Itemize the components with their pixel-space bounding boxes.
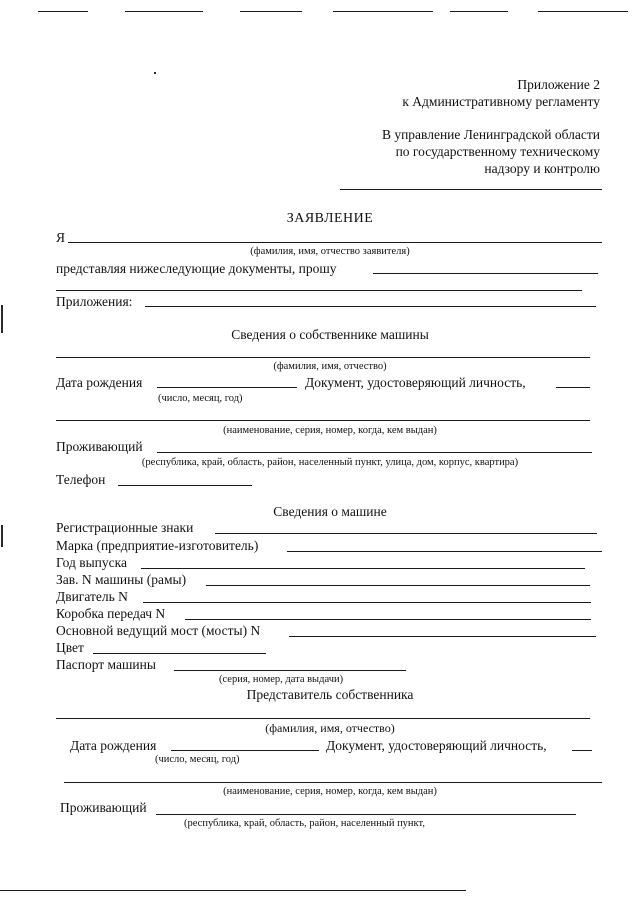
applicant-prefix: Я bbox=[56, 230, 66, 245]
representative-name-field[interactable] bbox=[56, 718, 590, 719]
representative-document-field[interactable] bbox=[572, 750, 592, 751]
owner-document-details-field[interactable] bbox=[56, 420, 590, 421]
representative-document-label: Документ, удостоверяющий личность, bbox=[326, 738, 547, 753]
drive-axle-field[interactable] bbox=[289, 636, 596, 637]
scan-top-dash bbox=[333, 11, 433, 12]
scan-top-dash bbox=[450, 11, 508, 12]
representative-birth-field[interactable] bbox=[171, 750, 319, 751]
passport-caption: (серия, номер, дата выдачи) bbox=[219, 674, 344, 685]
scan-top-dash bbox=[538, 11, 628, 12]
attachments-field[interactable] bbox=[145, 306, 596, 307]
appendix-label: Приложение 2 bbox=[517, 77, 600, 92]
passport-field[interactable] bbox=[174, 670, 406, 671]
owner-birth-label: Дата рождения bbox=[56, 375, 143, 390]
owner-residence-field[interactable] bbox=[157, 452, 592, 453]
addressee-line-1: В управление Ленинградской области bbox=[381, 127, 600, 142]
frame-number-field[interactable] bbox=[206, 585, 590, 586]
owner-document-caption: (наименование, серия, номер, когда, кем выдан) bbox=[223, 425, 437, 436]
addressee-line-2: по государственному техническому bbox=[395, 144, 600, 159]
request-field[interactable] bbox=[373, 273, 598, 274]
make-label: Марка (предприятие-изготовитель) bbox=[56, 538, 259, 553]
representative-document-caption: (наименование, серия, номер, когда, кем выдан) bbox=[223, 786, 437, 797]
owner-name-field[interactable] bbox=[56, 357, 590, 358]
form-title: ЗАЯВЛЕНИЕ bbox=[286, 211, 374, 226]
gearbox-number-label: Коробка передач N bbox=[56, 606, 166, 621]
request-field-continued[interactable] bbox=[56, 290, 582, 291]
owner-residence-label: Проживающий bbox=[56, 439, 143, 454]
applicant-name-caption: (фамилия, имя, отчество заявителя) bbox=[250, 246, 410, 257]
scan-bottom-rule bbox=[0, 890, 466, 891]
attachments-label: Приложения: bbox=[56, 294, 133, 309]
year-label: Год выпуска bbox=[56, 555, 127, 570]
owner-section-heading: Сведения о собственнике машины bbox=[231, 327, 429, 342]
machine-section-heading: Сведения о машине bbox=[273, 504, 387, 519]
representative-residence-label: Проживающий bbox=[60, 800, 147, 815]
owner-name-caption: (фамилия, имя, отчество) bbox=[273, 361, 387, 372]
regulation-ref: к Административному регламенту bbox=[402, 94, 600, 109]
applicant-name-field[interactable] bbox=[68, 242, 602, 243]
representative-section-heading: Представитель собственника bbox=[246, 687, 414, 702]
make-field[interactable] bbox=[287, 551, 602, 552]
request-label: представляя нижеследующие документы, прошу bbox=[56, 261, 337, 276]
addressee-signature-line bbox=[340, 189, 602, 190]
year-field[interactable] bbox=[141, 568, 585, 569]
scan-top-dash bbox=[125, 11, 203, 12]
reg-plates-label: Регистрационные знаки bbox=[56, 520, 194, 535]
owner-birth-caption: (число, месяц, год) bbox=[158, 393, 243, 404]
owner-residence-caption: (республика, край, область, район, населенный пункт, улица, дом, корпус, квартира) bbox=[141, 457, 519, 468]
scan-edge-mark bbox=[1, 525, 3, 547]
drive-axle-label: Основной ведущий мост (мосты) N bbox=[56, 623, 261, 638]
representative-birth-caption: (число, месяц, год) bbox=[155, 754, 240, 765]
representative-residence-field[interactable] bbox=[156, 814, 576, 815]
scan-top-dash bbox=[38, 11, 88, 12]
gearbox-number-field[interactable] bbox=[185, 619, 591, 620]
passport-label: Паспорт машины bbox=[56, 657, 156, 672]
addressee-line-3: надзору и контролю bbox=[484, 161, 600, 176]
reg-plates-field[interactable] bbox=[215, 533, 597, 534]
representative-name-caption: (фамилия, имя, отчество) bbox=[265, 721, 395, 735]
engine-number-field[interactable] bbox=[143, 602, 591, 603]
color-field[interactable] bbox=[93, 653, 266, 654]
representative-residence-caption: (республика, край, область, район, населенный пункт, bbox=[184, 818, 425, 829]
owner-phone-field[interactable] bbox=[118, 485, 252, 486]
scan-dot bbox=[154, 72, 156, 74]
color-label: Цвет bbox=[56, 640, 84, 655]
scan-top-dash bbox=[240, 11, 302, 12]
owner-document-field[interactable] bbox=[556, 387, 590, 388]
owner-document-label: Документ, удостоверяющий личность, bbox=[305, 375, 526, 390]
frame-number-label: Зав. N машины (рамы) bbox=[56, 572, 187, 587]
engine-number-label: Двигатель N bbox=[56, 589, 128, 604]
representative-document-details-field[interactable] bbox=[64, 782, 602, 783]
owner-phone-label: Телефон bbox=[56, 472, 106, 487]
representative-birth-label: Дата рождения bbox=[70, 738, 157, 753]
owner-birth-field[interactable] bbox=[157, 387, 297, 388]
